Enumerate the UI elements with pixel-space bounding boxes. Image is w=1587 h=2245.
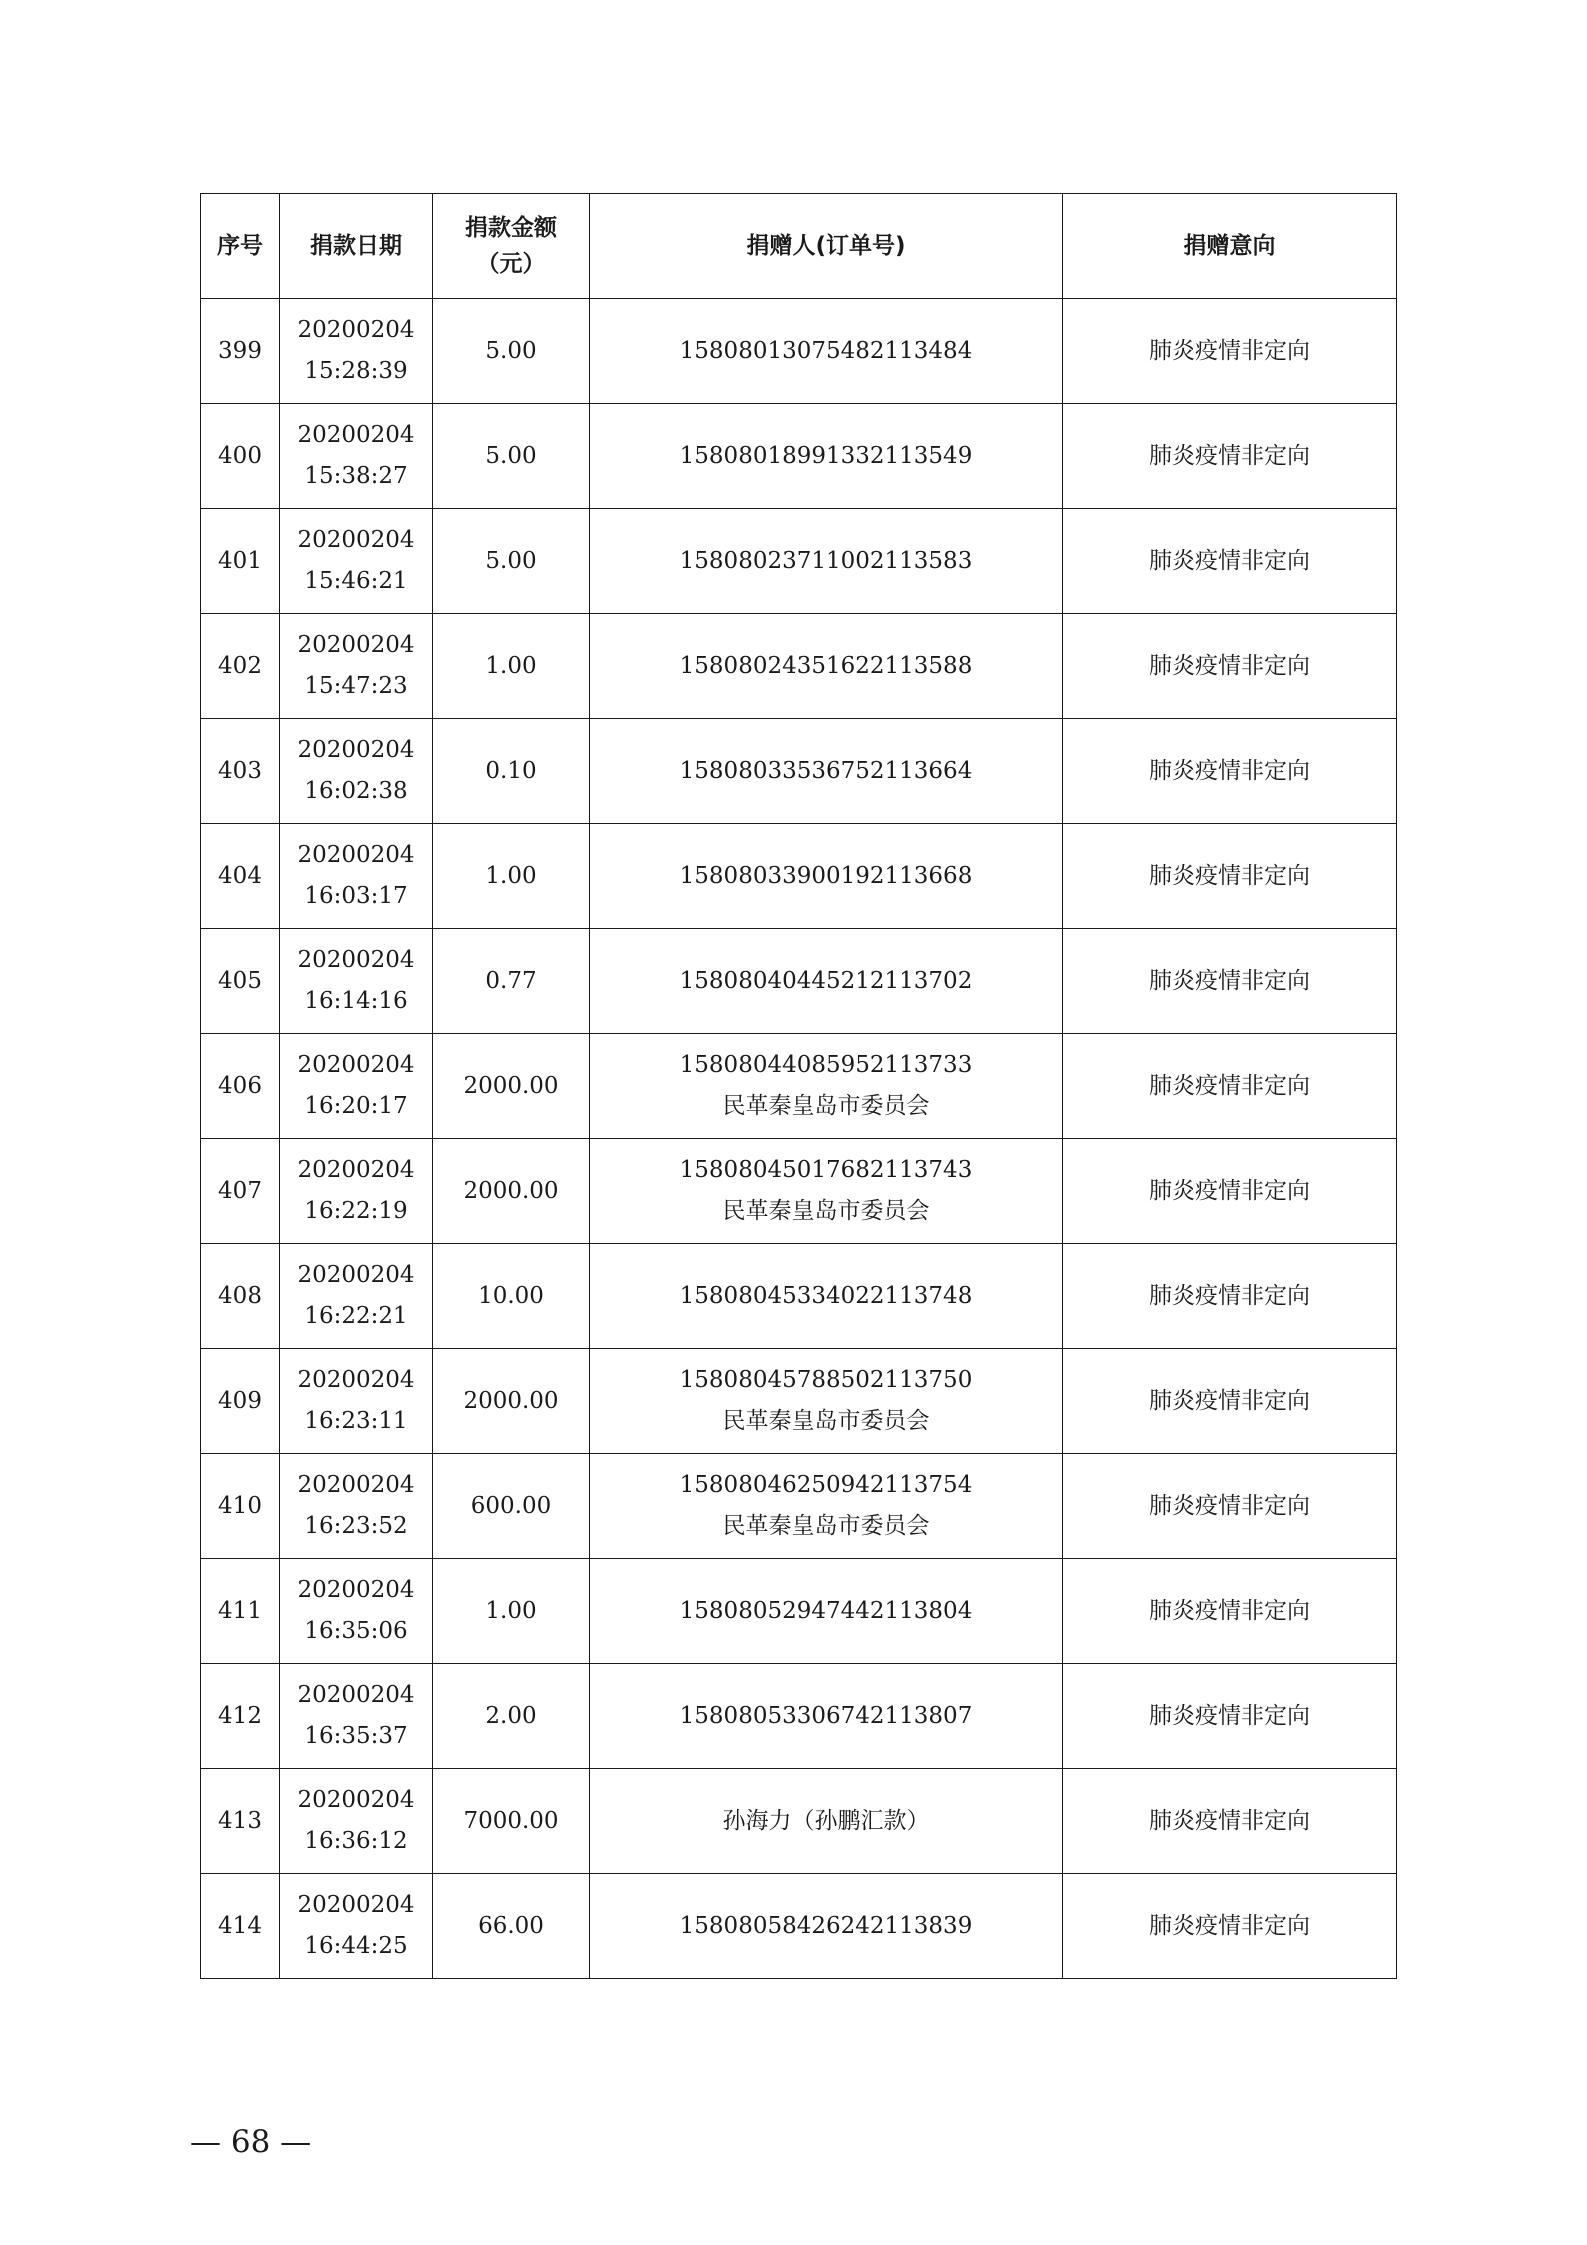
table-row <box>201 929 1397 1034</box>
table-body <box>201 299 1397 1979</box>
cell-donor <box>590 1349 1063 1454</box>
cell-donor-text: 15808046250942113754 <box>679 1472 973 1498</box>
cell-intent <box>1063 1454 1397 1559</box>
cell-donor <box>590 1559 1063 1664</box>
header-donor-label: 捐赠人(订单号) <box>746 233 906 259</box>
cell-intent-text: 肺炎疫情非定向 <box>1149 1177 1310 1204</box>
cell-index-text: 411 <box>218 1597 262 1624</box>
cell-amount <box>433 929 590 1034</box>
cell-donor <box>590 719 1063 824</box>
header-intent <box>1063 194 1397 299</box>
cell-amount-text: 1.00 <box>485 1597 537 1624</box>
cell-index-text: 408 <box>218 1282 262 1309</box>
cell-date-text: 20200204 <box>297 1682 415 1708</box>
cell-date <box>280 1139 433 1244</box>
cell-date <box>280 1769 433 1874</box>
cell-index <box>201 404 280 509</box>
cell-donor <box>590 299 1063 404</box>
cell-donor <box>590 509 1063 614</box>
cell-index-text: 404 <box>218 862 262 889</box>
cell-date-text: 20200204 <box>297 1367 415 1393</box>
cell-date-text: 16:14:16 <box>304 988 408 1014</box>
cell-index <box>201 1664 280 1769</box>
cell-intent-text: 肺炎疫情非定向 <box>1149 1702 1310 1729</box>
cell-index <box>201 1559 280 1664</box>
cell-amount <box>433 1559 590 1664</box>
cell-index <box>201 509 280 614</box>
cell-index-text: 413 <box>218 1807 262 1834</box>
cell-donor-text: 15808013075482113484 <box>679 337 973 364</box>
cell-index <box>201 1874 280 1979</box>
cell-amount-text: 2000.00 <box>463 1177 559 1204</box>
cell-index <box>201 1034 280 1139</box>
cell-date-text: 16:44:25 <box>304 1933 408 1959</box>
cell-donor <box>590 1244 1063 1349</box>
cell-donor-text: 民革秦皇岛市委员会 <box>722 1513 930 1539</box>
cell-intent <box>1063 404 1397 509</box>
cell-donor-text: 15808018991332113549 <box>679 442 973 469</box>
cell-amount <box>433 1034 590 1139</box>
cell-index <box>201 824 280 929</box>
cell-intent <box>1063 509 1397 614</box>
cell-amount-text: 2000.00 <box>463 1072 559 1099</box>
cell-donor <box>590 614 1063 719</box>
header-amount <box>433 194 590 299</box>
cell-donor-text: 15808052947442113804 <box>679 1597 973 1624</box>
cell-date <box>280 1349 433 1454</box>
cell-date-text: 20200204 <box>297 1577 415 1603</box>
cell-intent-text: 肺炎疫情非定向 <box>1149 652 1310 679</box>
cell-intent-text: 肺炎疫情非定向 <box>1149 1282 1310 1309</box>
table-row <box>201 1244 1397 1349</box>
cell-intent-text: 肺炎疫情非定向 <box>1149 1492 1310 1519</box>
cell-intent <box>1063 299 1397 404</box>
cell-date <box>280 299 433 404</box>
cell-index <box>201 1244 280 1349</box>
cell-date-text: 16:23:52 <box>304 1513 408 1539</box>
cell-index-text: 409 <box>218 1387 262 1414</box>
cell-intent <box>1063 1664 1397 1769</box>
cell-amount <box>433 1244 590 1349</box>
table-row <box>201 1874 1397 1979</box>
cell-index <box>201 929 280 1034</box>
table-row <box>201 1139 1397 1244</box>
header-donor <box>590 194 1063 299</box>
cell-amount-text: 5.00 <box>485 442 537 469</box>
cell-date-text: 15:46:21 <box>304 568 408 594</box>
cell-amount-text: 2000.00 <box>463 1387 559 1414</box>
cell-date-text: 20200204 <box>297 1892 415 1918</box>
cell-donor-text: 民革秦皇岛市委员会 <box>722 1093 930 1119</box>
cell-date <box>280 1874 433 1979</box>
cell-intent <box>1063 929 1397 1034</box>
cell-date <box>280 404 433 509</box>
cell-donor-text: 15808058426242113839 <box>679 1912 973 1939</box>
cell-index <box>201 719 280 824</box>
cell-donor-text: 15808023711002113583 <box>679 547 973 574</box>
cell-amount <box>433 1139 590 1244</box>
cell-intent-text: 肺炎疫情非定向 <box>1149 1387 1310 1414</box>
cell-amount <box>433 299 590 404</box>
cell-donor <box>590 929 1063 1034</box>
cell-date-text: 20200204 <box>297 1157 415 1183</box>
cell-donor <box>590 1454 1063 1559</box>
cell-date-text: 16:02:38 <box>304 778 408 804</box>
cell-index-text: 399 <box>218 337 262 364</box>
cell-intent <box>1063 824 1397 929</box>
cell-date <box>280 1664 433 1769</box>
cell-intent-text: 肺炎疫情非定向 <box>1149 967 1310 994</box>
cell-date-text: 20200204 <box>297 842 415 868</box>
cell-donor <box>590 1139 1063 1244</box>
cell-date-text: 20200204 <box>297 527 415 553</box>
cell-amount-text: 2.00 <box>485 1702 537 1729</box>
header-date-label: 捐款日期 <box>310 233 402 259</box>
cell-donor-text: 15808044085952113733 <box>679 1052 973 1078</box>
cell-donor <box>590 1034 1063 1139</box>
header-amount-line: （元） <box>476 251 546 277</box>
cell-amount <box>433 404 590 509</box>
cell-amount <box>433 824 590 929</box>
cell-donor-text: 15808045017682113743 <box>679 1157 973 1183</box>
cell-intent-text: 肺炎疫情非定向 <box>1149 547 1310 574</box>
cell-date-text: 16:22:21 <box>304 1303 408 1329</box>
cell-intent-text: 肺炎疫情非定向 <box>1149 757 1310 784</box>
cell-date-text: 16:35:06 <box>304 1618 408 1644</box>
cell-index-text: 402 <box>218 652 262 679</box>
cell-index-text: 414 <box>218 1912 262 1939</box>
cell-intent-text: 肺炎疫情非定向 <box>1149 337 1310 364</box>
cell-date <box>280 824 433 929</box>
cell-intent-text: 肺炎疫情非定向 <box>1149 1072 1310 1099</box>
table-row <box>201 1664 1397 1769</box>
cell-date-text: 15:38:27 <box>304 463 408 489</box>
cell-intent <box>1063 614 1397 719</box>
cell-date <box>280 929 433 1034</box>
table-row <box>201 719 1397 824</box>
cell-date-text: 20200204 <box>297 947 415 973</box>
table-row <box>201 1034 1397 1139</box>
cell-amount <box>433 614 590 719</box>
cell-index <box>201 614 280 719</box>
cell-donor <box>590 1874 1063 1979</box>
cell-amount <box>433 509 590 614</box>
cell-donor-text: 民革秦皇岛市委员会 <box>722 1198 930 1224</box>
cell-index <box>201 1349 280 1454</box>
cell-intent <box>1063 1034 1397 1139</box>
cell-date <box>280 1454 433 1559</box>
cell-donor-text: 15808040445212113702 <box>679 967 973 994</box>
cell-donor-text: 15808033536752113664 <box>679 757 973 784</box>
table-row <box>201 1349 1397 1454</box>
cell-date-text: 16:35:37 <box>304 1723 408 1749</box>
cell-date <box>280 719 433 824</box>
cell-amount-text: 1.00 <box>485 862 537 889</box>
cell-date-text: 16:36:12 <box>304 1828 408 1854</box>
cell-amount-text: 66.00 <box>478 1912 544 1939</box>
cell-index-text: 412 <box>218 1702 262 1729</box>
cell-date-text: 15:28:39 <box>304 358 408 384</box>
cell-donor <box>590 824 1063 929</box>
cell-donor-text: 15808033900192113668 <box>679 862 973 889</box>
cell-intent-text: 肺炎疫情非定向 <box>1149 1912 1310 1939</box>
cell-date <box>280 614 433 719</box>
table-row <box>201 1454 1397 1559</box>
cell-date-text: 20200204 <box>297 1472 415 1498</box>
cell-amount-text: 5.00 <box>485 337 537 364</box>
cell-date-text: 15:47:23 <box>304 673 408 699</box>
cell-intent-text: 肺炎疫情非定向 <box>1149 442 1310 469</box>
header-index <box>201 194 280 299</box>
cell-amount <box>433 719 590 824</box>
cell-donor-text: 15808024351622113588 <box>679 652 973 679</box>
cell-index-text: 400 <box>218 442 262 469</box>
cell-date-text: 20200204 <box>297 1052 415 1078</box>
cell-donor <box>590 404 1063 509</box>
cell-date-text: 16:03:17 <box>304 883 408 909</box>
table-header-row <box>201 194 1397 299</box>
cell-amount-text: 1.00 <box>485 652 537 679</box>
cell-amount-text: 10.00 <box>478 1282 544 1309</box>
cell-index-text: 407 <box>218 1177 262 1204</box>
cell-date-text: 20200204 <box>297 317 415 343</box>
cell-index <box>201 1139 280 1244</box>
cell-index <box>201 299 280 404</box>
cell-intent <box>1063 1244 1397 1349</box>
cell-index <box>201 1454 280 1559</box>
cell-amount <box>433 1769 590 1874</box>
cell-amount-text: 0.77 <box>485 967 537 994</box>
cell-amount-text: 600.00 <box>470 1492 552 1519</box>
cell-amount <box>433 1454 590 1559</box>
cell-amount <box>433 1874 590 1979</box>
table-row <box>201 614 1397 719</box>
cell-intent <box>1063 1769 1397 1874</box>
cell-date-text: 16:23:11 <box>304 1408 408 1434</box>
cell-date-text: 20200204 <box>297 632 415 658</box>
cell-date <box>280 509 433 614</box>
cell-donor <box>590 1769 1063 1874</box>
cell-date-text: 20200204 <box>297 1262 415 1288</box>
cell-index-text: 405 <box>218 967 262 994</box>
cell-donor <box>590 1664 1063 1769</box>
cell-amount-text: 5.00 <box>485 547 537 574</box>
cell-date-text: 16:20:17 <box>304 1093 408 1119</box>
cell-intent <box>1063 1349 1397 1454</box>
cell-intent <box>1063 1559 1397 1664</box>
cell-intent <box>1063 1874 1397 1979</box>
header-intent-label: 捐赠意向 <box>1183 233 1276 259</box>
table-row <box>201 1769 1397 1874</box>
cell-index-text: 401 <box>218 547 262 574</box>
table-row <box>201 299 1397 404</box>
cell-date <box>280 1034 433 1139</box>
cell-donor-text: 15808053306742113807 <box>679 1702 973 1729</box>
cell-date <box>280 1559 433 1664</box>
cell-amount <box>433 1664 590 1769</box>
header-index-label: 序号 <box>217 233 263 259</box>
cell-intent <box>1063 719 1397 824</box>
cell-donor-text: 孙海力（孙鹏汇款） <box>722 1807 930 1834</box>
table-row <box>201 824 1397 929</box>
cell-date <box>280 1244 433 1349</box>
cell-date-text: 20200204 <box>297 422 415 448</box>
cell-index-text: 410 <box>218 1492 262 1519</box>
cell-amount <box>433 1349 590 1454</box>
cell-date-text: 20200204 <box>297 737 415 763</box>
cell-index <box>201 1769 280 1874</box>
cell-date-text: 16:22:19 <box>304 1198 408 1224</box>
cell-donor-text: 15808045334022113748 <box>679 1282 973 1309</box>
cell-intent <box>1063 1139 1397 1244</box>
cell-intent-text: 肺炎疫情非定向 <box>1149 862 1310 889</box>
cell-donor-text: 民革秦皇岛市委员会 <box>722 1408 930 1434</box>
page-number: — 68 — <box>190 2124 312 2160</box>
cell-amount-text: 7000.00 <box>463 1807 559 1834</box>
cell-donor-text: 15808045788502113750 <box>679 1367 973 1393</box>
cell-index-text: 406 <box>218 1072 262 1099</box>
header-amount-line: 捐款金额 <box>465 215 557 241</box>
table-row <box>201 404 1397 509</box>
cell-intent-text: 肺炎疫情非定向 <box>1149 1807 1310 1834</box>
cell-amount-text: 0.10 <box>485 757 537 784</box>
table-row <box>201 509 1397 614</box>
header-date <box>280 194 433 299</box>
cell-intent-text: 肺炎疫情非定向 <box>1149 1597 1310 1624</box>
cell-date-text: 20200204 <box>297 1787 415 1813</box>
cell-index-text: 403 <box>218 757 262 784</box>
donation-table <box>200 193 1397 1979</box>
table-row <box>201 1559 1397 1664</box>
